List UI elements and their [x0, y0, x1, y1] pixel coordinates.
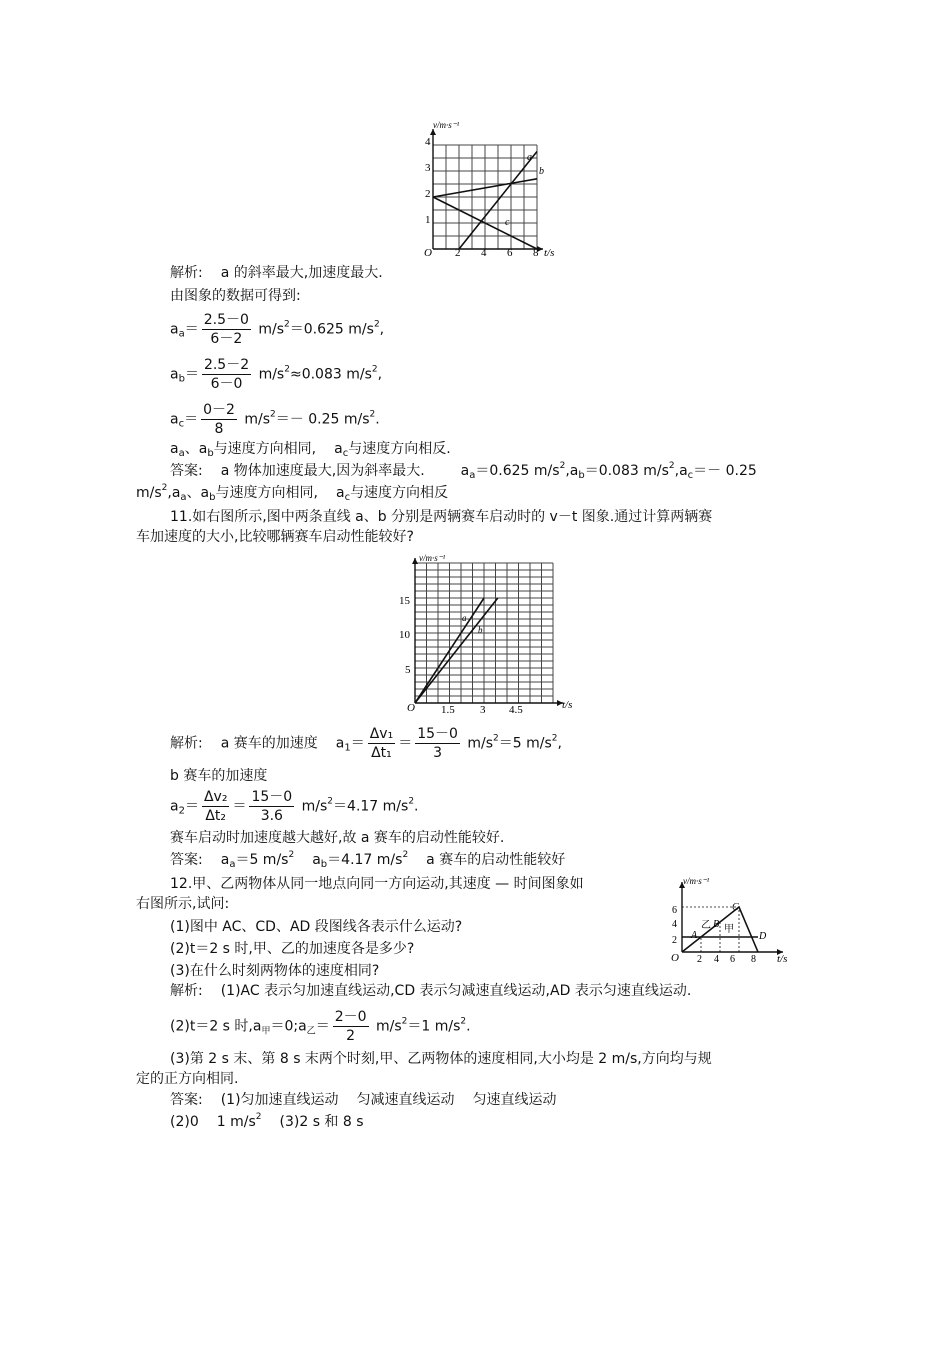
chart-2-origin: O — [407, 702, 415, 714]
chart-2-xlabel: t/s — [562, 699, 573, 711]
q11-conclusion: 赛车启动时加速度越大越好,故 a 赛车的启动性能较好. — [170, 830, 505, 846]
chart-1-xtick: 6 — [507, 247, 513, 259]
chart-1-line-label-b: b — [539, 166, 544, 177]
chart-2-lines — [415, 598, 498, 703]
q10-formula-b: $a_b=$ $\frac{2.5-2}{6-0}$ $m/s^2\approx 0.083$ $m/s^2$, — [170, 357, 383, 392]
chart-3-ytick: 4 — [672, 919, 677, 930]
fraction: $\frac{15-0}{3}$ — [417, 726, 458, 761]
chart-3-velocity-time — [665, 872, 800, 967]
chart-3-origin: O — [671, 952, 679, 964]
chart-3-xtick: 6 — [730, 954, 735, 965]
q12-solution-line-2: (2)t＝2 s 时$,a_甲=0;a_乙=$ $\frac{2-0}{2}$ $m/s^2=1$ $m/s^2$. — [170, 1009, 471, 1044]
chart-2-xtick: 1.5 — [441, 704, 455, 716]
chart-3-xlabel: t/s — [777, 953, 788, 965]
q12-solution-line-3: (3)第 2 s 末、第 8 s 末两个时刻,甲、乙两物体的速度相同,大小均是 2 m/s,方向均与规 — [170, 1051, 712, 1067]
solution-text: a 的斜率最大,加速度最大. — [220, 265, 383, 281]
chart-2-ytick: 15 — [399, 595, 410, 607]
q10-solution-line-1 — [170, 264, 383, 282]
chart-2-grid — [412, 558, 563, 706]
q10-formula-c: $a_c=$ $\frac{0-2}{8}$ $m/s^2=- 0.25$ $m/s^2$. — [170, 402, 380, 437]
chart-3-xtick: 8 — [751, 954, 756, 965]
chart-1-grid — [430, 129, 543, 252]
fraction: $\frac{\text{Δv₂}}{\text{Δt₂}}$ — [203, 789, 228, 824]
chart-3-point-B: B — [713, 919, 720, 930]
chart-2-ytick: 5 — [405, 664, 411, 676]
chart-3-xtick: 2 — [697, 954, 702, 965]
chart-2-ylabel: v/m·s⁻¹ — [419, 553, 446, 563]
answer-label: 答案: — [170, 463, 203, 479]
q12-solution-line-1: 解析: (1)AC 表示匀加速直线运动,CD 表示匀减速直线运动,AD 表示匀速直线运动. — [170, 983, 692, 999]
chart-3-axes — [679, 882, 783, 955]
chart-2-xtick: 3 — [480, 704, 486, 716]
q10-direction-line: $a_a$、$a_b$与速度方向相同, $a_c$与速度方向相反. — [170, 441, 451, 459]
chart-1-ylabel: v/m·s⁻¹ — [433, 120, 460, 130]
chart-1-xtick: 4 — [481, 247, 487, 259]
chart-2-line-label-a: a — [462, 613, 467, 623]
fraction: $\frac{2-0}{2}$ — [334, 1009, 367, 1044]
q12-sub-question-1: (1)图中 AC、CD、AD 段图线各表示什么运动? — [170, 919, 463, 935]
q10-answer-line-2: $m/s^2,a_a$、$a_b$与速度方向相同, $a_c$与速度方向相反 — [136, 483, 449, 503]
q10-formula-a: $a_a=$ $\frac{2.5-0}{6-2}$ $m/s^2=0.625$ $m/s^2$, — [170, 312, 385, 347]
q11-solution-line-1: 解析: a 赛车的加速度 $a_1=$ $\frac{\text{Δv₁}}{\text{Δt₁}}$ ＝ $\frac{15-0}{3}$ $m/s^2=5$ $m/s^2$, — [170, 726, 562, 761]
q11-question-line-1: 11.如右图所示,图中两条直线 a、b 分别是两辆赛车启动时的 v－t 图象.通过计算两辆赛 — [170, 509, 713, 525]
chart-1-xlabel: t/s — [544, 247, 555, 259]
q10-answer-line-1: 答案: a 物体加速度最大,因为斜率最大. $a_a=0.625$ $m/s^2,a_b=0.083$ $m/s^2,a_c=- 0.25$ — [170, 461, 757, 481]
chart-3-label-jia: 甲 — [724, 924, 734, 935]
chart-3-ytick: 2 — [672, 935, 677, 946]
q11-formula-b: $a_2=$ $\frac{\text{Δv₂}}{\text{Δt₂}}$ ＝ $\frac{15-0}{3.6}$ $m/s^2=4.17$ $m/s^2$. — [170, 789, 419, 824]
chart-3-ytick: 6 — [672, 905, 677, 916]
chart-1-line-label-a: a — [527, 152, 532, 163]
series-line-b — [415, 598, 498, 703]
chart-1-xtick: 2 — [455, 247, 461, 259]
chart-3-label-yi: 乙 — [701, 920, 711, 931]
chart-2-xtick: 4.5 — [509, 704, 523, 716]
fraction: $\frac{15-0}{3.6}$ — [251, 789, 293, 824]
q10-solution-line-2: 由图象的数据可得到: — [170, 288, 301, 304]
fraction: $\frac{0-2}{8}$ — [203, 402, 235, 437]
q12-sub-question-2: (2)t＝2 s 时,甲、乙的加速度各是多少? — [170, 941, 415, 957]
chart-3-point-D: D — [759, 931, 767, 942]
chart-2-line-label-b: b — [478, 625, 483, 635]
fraction: $\frac{2.5-2}{6-0}$ — [203, 357, 250, 392]
q12-solution-line-4: 定的正方向相同. — [136, 1071, 239, 1087]
chart-1-xtick: 8 — [533, 247, 539, 259]
chart-3-xtick: 4 — [714, 954, 719, 965]
chart-3-point-A: A — [691, 930, 698, 941]
chart-2-velocity-time — [385, 548, 585, 718]
q12-question-line-2: 右图所示,试问: — [136, 896, 230, 912]
chart-1-ytick: 4 — [425, 136, 431, 148]
q12-question-line-1: 12.甲、乙两物体从同一地点向同一方向运动,其速度 — 时间图象如 — [170, 876, 584, 892]
fraction: $\frac{2.5-0}{6-2}$ — [203, 312, 249, 347]
chart-2-ytick: 10 — [399, 629, 410, 641]
answer-label: 答案: — [170, 852, 203, 868]
chart-1-ytick: 2 — [425, 188, 431, 200]
chart-1-ytick: 3 — [425, 162, 431, 174]
q12-answer-line-2: (2)0 1 $m/s^2$ (3)2 s 和 8 s — [170, 1112, 364, 1130]
q11-question-line-2: 车加速度的大小,比较哪辆赛车启动性能较好? — [136, 529, 414, 545]
chart-3-ylabel: v/m·s⁻¹ — [683, 876, 710, 886]
y-axis-arrow — [412, 558, 418, 564]
answer-label: 答案: — [170, 1092, 203, 1108]
chart-1-ytick: 1 — [425, 214, 431, 226]
chart-1-origin: O — [424, 247, 432, 259]
q12-sub-question-3: (3)在什么时刻两物体的速度相同? — [170, 963, 380, 979]
chart-3-point-C: C — [732, 902, 739, 913]
fraction: $\frac{\text{Δv₁}}{\text{Δt₁}}$ — [369, 726, 394, 761]
chart-1-velocity-time — [415, 115, 565, 260]
solution-label: 解析: — [170, 983, 203, 999]
chart-1-line-label-c: c — [505, 217, 510, 228]
q11-answer: 答案: $a_a=5$ $m/s^2$ $a_b=4.17$ $m/s^2$ a 赛车的启动性能较好 — [170, 850, 566, 870]
solution-label: 解析: — [170, 735, 203, 752]
q11-b-line: b 赛车的加速度 — [170, 768, 268, 784]
solution-label: 解析: — [170, 265, 203, 281]
q12-answer-line-1: 答案: (1)匀加速直线运动 匀减速直线运动 匀速直线运动 — [170, 1092, 557, 1108]
